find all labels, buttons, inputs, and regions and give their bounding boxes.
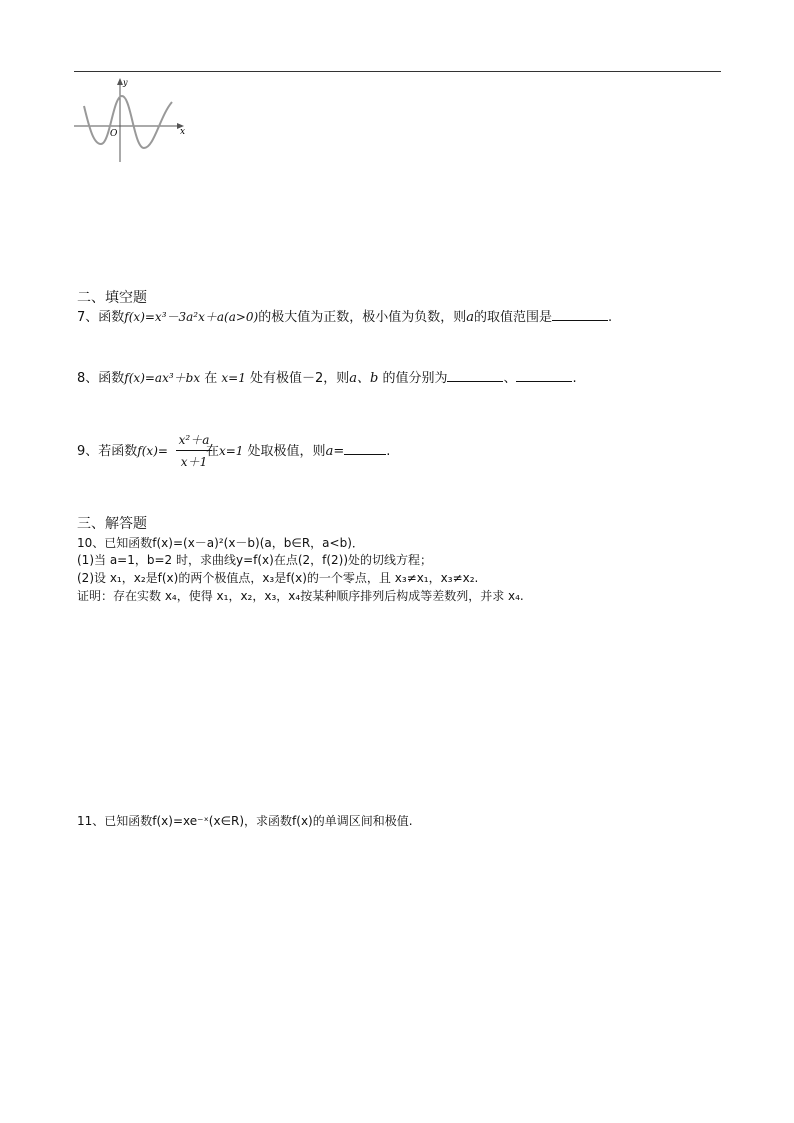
q9-pre: 若函数 xyxy=(98,444,138,459)
y-axis-label: y xyxy=(123,78,128,87)
q8-tail: 的值分别为 xyxy=(378,371,448,386)
q9-lhs: f(x)= xyxy=(137,444,168,458)
question-9 xyxy=(77,443,390,461)
q9-denominator: x＋1 xyxy=(180,455,208,469)
q9-tail: . xyxy=(386,444,391,459)
x-axis-label: x xyxy=(180,127,186,137)
q7-var: a xyxy=(466,310,475,325)
q8-vars: a、b xyxy=(349,371,379,386)
q7-post: 的极大值为正数，极小值为负数，则 xyxy=(258,310,467,325)
q9-condition: x=1 xyxy=(218,444,244,458)
q8-answer-blank-a[interactable] xyxy=(447,370,503,382)
q8-post: 处有极值－2，则 xyxy=(245,371,350,386)
question-8: 8、函数f(x)=ax³＋bx 在 x=1 处有极值－2，则a、b 的值分别为 、 . xyxy=(77,371,577,386)
question-7: 7、函数f(x)=x³－3a²x＋a(a>0)的极大值为正数，极小值为负数，则a的取值范围是 . xyxy=(77,310,613,325)
q8-separator: 、 xyxy=(503,371,517,386)
origin-label: O xyxy=(110,129,118,139)
q10-line1: 10、已知函数f(x)=(x－a)²(x－b)(a，b∈R，a<b)． xyxy=(77,536,364,550)
q7-answer-blank[interactable] xyxy=(552,309,608,321)
q9-answer-blank[interactable] xyxy=(344,443,386,455)
q8-answer-blank-b[interactable] xyxy=(516,370,572,382)
q7-expression: f(x)=x³－3a²x＋a(a>0) xyxy=(124,310,259,324)
question-11: 11、已知函数f(x)=xe⁻ˣ(x∈R)，求函数f(x)的单调区间和极值. xyxy=(77,814,413,828)
q7-tail: 的取值范围是 xyxy=(474,310,553,325)
q9-post: 处取极值，则 xyxy=(243,444,326,459)
q8-expression: f(x)=ax³＋bx xyxy=(124,371,201,385)
sine-graph-figure xyxy=(72,76,192,166)
header-rule xyxy=(74,71,721,72)
q8-mid: 在 xyxy=(200,371,222,386)
q7-pre: 函数 xyxy=(98,310,125,325)
q9-numerator: x²＋a xyxy=(176,431,212,451)
q8-condition: x=1 xyxy=(221,371,246,385)
curve xyxy=(84,96,172,148)
q10-line4: 证明：存在实数 x₄，使得 x₁，x₂，x₃，x₄按某种顺序排列后构成等差数列，并求 x₄. xyxy=(77,589,524,603)
q9-mid: 在 xyxy=(205,444,219,459)
q10-line2: (1)当 a=1，b=2 时，求曲线y=f(x)在点(2，f(2))处的切线方程； xyxy=(77,553,433,567)
section-title-solutions: 三、解答题 xyxy=(77,516,147,532)
q9-number: 9、 xyxy=(77,444,99,459)
q9-var: a= xyxy=(325,444,345,459)
section-title-fill-blank: 二、填空题 xyxy=(77,290,147,306)
q8-pre: 函数 xyxy=(98,371,125,386)
q10-line3: (2)设 x₁，x₂是f(x)的两个极值点，x₃是f(x)的一个零点，且 x₃≠x₁，x₃≠x₂. xyxy=(77,571,479,585)
q7-number: 7、 xyxy=(77,310,99,325)
q8-number: 8、 xyxy=(77,371,99,386)
